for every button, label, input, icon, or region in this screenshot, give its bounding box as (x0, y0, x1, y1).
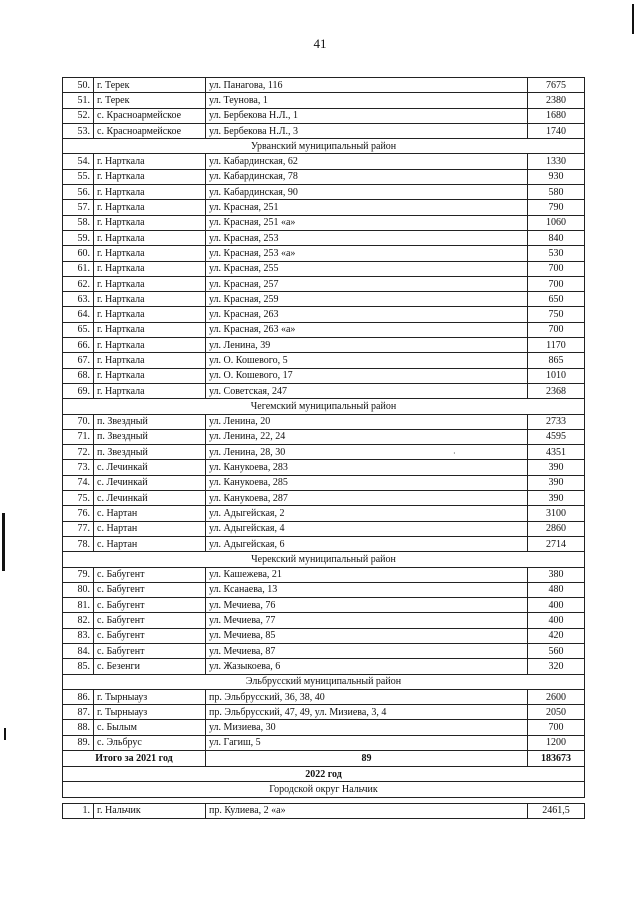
row-number: 83. (63, 628, 94, 643)
amount: 930 (528, 169, 585, 184)
address: ул. Бербекова Н.Л., 3 (206, 123, 528, 138)
table-row (63, 215, 585, 230)
amount: 1740 (528, 123, 585, 138)
amount: 2860 (528, 521, 585, 536)
year-heading-row (63, 767, 585, 782)
amount: 750 (528, 307, 585, 322)
table-row (63, 582, 585, 597)
amount: 1060 (528, 215, 585, 230)
address: ул. Жазыкоева, 6 (206, 659, 528, 674)
district-heading: Городской округ Нальчик (63, 782, 585, 797)
address: ул. Красная, 263 (206, 307, 528, 322)
table-row (63, 307, 585, 322)
amount: 840 (528, 230, 585, 245)
settlement: г. Нарткала (94, 169, 206, 184)
row-number: 64. (63, 307, 94, 322)
row-number: 65. (63, 322, 94, 337)
settlement: г. Нарткала (94, 261, 206, 276)
address: ул. Ксанаева, 13 (206, 582, 528, 597)
amount: 1170 (528, 338, 585, 353)
settlement: г. Нарткала (94, 200, 206, 215)
row-number: 79. (63, 567, 94, 582)
margin-mark (2, 513, 5, 571)
amount: 390 (528, 475, 585, 490)
address: ул. Красная, 253 (206, 230, 528, 245)
settlement: г. Нарткала (94, 292, 206, 307)
row-number: 74. (63, 475, 94, 490)
amount: 380 (528, 567, 585, 582)
address: пр. Эльбрусский, 36, 38, 40 (206, 689, 528, 704)
row-number: 1. (63, 803, 94, 818)
table-row (63, 803, 585, 818)
district-heading-row (63, 552, 585, 567)
row-number: 71. (63, 429, 94, 444)
settlement: г. Нарткала (94, 383, 206, 398)
amount: 700 (528, 276, 585, 291)
address: ул. Красная, 251 «а» (206, 215, 528, 230)
year-heading: 2022 год (63, 767, 585, 782)
address: ул. Адыгейская, 4 (206, 521, 528, 536)
address: ул. Красная, 257 (206, 276, 528, 291)
table-row (63, 276, 585, 291)
settlement: г. Нарткала (94, 368, 206, 383)
table-row (63, 78, 585, 93)
amount: 2050 (528, 705, 585, 720)
address: ул. Кабардинская, 90 (206, 185, 528, 200)
settlement: с. Бабугент (94, 567, 206, 582)
district-heading-row (63, 674, 585, 689)
row-number: 50. (63, 78, 94, 93)
row-number: 67. (63, 353, 94, 368)
settlement: с. Нартан (94, 521, 206, 536)
table-row (63, 353, 585, 368)
settlement: с. Лечинкай (94, 460, 206, 475)
table-row (63, 383, 585, 398)
address: ул. Адыгейская, 6 (206, 536, 528, 551)
table-row (63, 230, 585, 245)
settlement: п. Звездный (94, 429, 206, 444)
row-number: 80. (63, 582, 94, 597)
settlement: п. Звездный (94, 414, 206, 429)
address: ул. Мечиева, 77 (206, 613, 528, 628)
settlement: г. Нальчик (94, 803, 206, 818)
address: ул. Кабардинская, 62 (206, 154, 528, 169)
settlement: г. Нарткала (94, 338, 206, 353)
table-row (63, 414, 585, 429)
table-row (63, 705, 585, 720)
settlement: г. Терек (94, 93, 206, 108)
table-row (63, 475, 585, 490)
amount: 4595 (528, 429, 585, 444)
amount: 700 (528, 261, 585, 276)
row-number: 55. (63, 169, 94, 184)
settlement: п. Звездный (94, 445, 206, 460)
settlement: с. Красноармейское (94, 108, 206, 123)
table-row (63, 521, 585, 536)
amount: 2368 (528, 383, 585, 398)
row-number: 63. (63, 292, 94, 307)
table-row (63, 429, 585, 444)
table-row (63, 93, 585, 108)
total-label: Итого за 2021 год (63, 751, 206, 767)
settlement: г. Терек (94, 78, 206, 93)
row-number: 68. (63, 368, 94, 383)
settlement: с. Бабугент (94, 582, 206, 597)
settlement: г. Нарткала (94, 276, 206, 291)
row-number: 59. (63, 230, 94, 245)
row-number: 70. (63, 414, 94, 429)
address: ул. Красная, 255 (206, 261, 528, 276)
amount: 2714 (528, 536, 585, 551)
settlement: г. Тырныауз (94, 689, 206, 704)
district-heading-row (63, 782, 585, 797)
table-row (63, 567, 585, 582)
settlement: г. Нарткала (94, 246, 206, 261)
address: ул. Канукоева, 283 (206, 460, 528, 475)
settlement: г. Нарткала (94, 185, 206, 200)
amount: 1010 (528, 368, 585, 383)
settlement: г. Тырныауз (94, 705, 206, 720)
district-heading: Чегемский муниципальный район (63, 399, 585, 414)
table-row (63, 123, 585, 138)
settlement: г. Нарткала (94, 353, 206, 368)
address: ул. О. Кошевого, 17 (206, 368, 528, 383)
row-number: 51. (63, 93, 94, 108)
settlement: с. Бабугент (94, 598, 206, 613)
housing-register-table (62, 77, 585, 819)
address: ул. Ленина, 28, 30 (206, 445, 528, 460)
page-number: 41 (313, 36, 327, 51)
settlement: г. Нарткала (94, 307, 206, 322)
district-heading-row (63, 139, 585, 154)
address: ул. Ленина, 22, 24 (206, 429, 528, 444)
address: пр. Кулиева, 2 «а» (206, 803, 528, 818)
row-number: 85. (63, 659, 94, 674)
table-row (63, 598, 585, 613)
amount: 320 (528, 659, 585, 674)
table-row (63, 460, 585, 475)
row-number: 77. (63, 521, 94, 536)
settlement: г. Нарткала (94, 322, 206, 337)
table-row (63, 720, 585, 735)
amount: 580 (528, 185, 585, 200)
row-number: 72. (63, 445, 94, 460)
row-number: 62. (63, 276, 94, 291)
table-row (63, 735, 585, 750)
district-heading: Эльбрусский муниципальный район (63, 674, 585, 689)
table-row (63, 445, 585, 460)
address: ул. Бербекова Н.Л., 1 (206, 108, 528, 123)
amount: 1680 (528, 108, 585, 123)
table-row (63, 200, 585, 215)
table-row (63, 261, 585, 276)
table-row (63, 368, 585, 383)
settlement: с. Лечинкай (94, 491, 206, 506)
settlement: с. Былым (94, 720, 206, 735)
address: ул. О. Кошевого, 5 (206, 353, 528, 368)
table-row (63, 491, 585, 506)
total-row (63, 751, 585, 767)
amount: 400 (528, 613, 585, 628)
table-row (63, 108, 585, 123)
amount: 7675 (528, 78, 585, 93)
row-number: 58. (63, 215, 94, 230)
row-number: 88. (63, 720, 94, 735)
row-number: 87. (63, 705, 94, 720)
table-row (63, 643, 585, 658)
settlement: с. Эльбрус (94, 735, 206, 750)
address: пр. Эльбрусский, 47, 49, ул. Мизиева, 3, 4 (206, 705, 528, 720)
row-number: 60. (63, 246, 94, 261)
table-row (63, 246, 585, 261)
district-heading-row (63, 399, 585, 414)
amount: 390 (528, 491, 585, 506)
row-number: 76. (63, 506, 94, 521)
address: ул. Красная, 263 «а» (206, 322, 528, 337)
row-number: 82. (63, 613, 94, 628)
table-row (63, 338, 585, 353)
amount: 3100 (528, 506, 585, 521)
margin-mark (4, 728, 6, 740)
row-number: 86. (63, 689, 94, 704)
table-row (63, 154, 585, 169)
total-amount: 183673 (528, 751, 585, 767)
amount: 2733 (528, 414, 585, 429)
amount: 480 (528, 582, 585, 597)
settlement: с. Нартан (94, 536, 206, 551)
row-number: 84. (63, 643, 94, 658)
margin-mark (632, 4, 634, 34)
district-heading: Черекский муниципальный район (63, 552, 585, 567)
settlement: с. Красноармейское (94, 123, 206, 138)
address: ул. Гагиш, 5 (206, 735, 528, 750)
row-number: 61. (63, 261, 94, 276)
settlement: г. Нарткала (94, 215, 206, 230)
table-row (63, 185, 585, 200)
total-count: 89 (206, 751, 528, 767)
row-number: 66. (63, 338, 94, 353)
amount: 560 (528, 643, 585, 658)
row-number: 52. (63, 108, 94, 123)
row-number: 81. (63, 598, 94, 613)
address: ул. Мечиева, 85 (206, 628, 528, 643)
row-number: 57. (63, 200, 94, 215)
district-heading: Урванский муниципальный район (63, 139, 585, 154)
address: ул. Ленина, 20 (206, 414, 528, 429)
table-row (63, 613, 585, 628)
amount: 1200 (528, 735, 585, 750)
address: ул. Теунова, 1 (206, 93, 528, 108)
row-number: 54. (63, 154, 94, 169)
address: ул. Красная, 253 «а» (206, 246, 528, 261)
table-row (63, 689, 585, 704)
amount: 865 (528, 353, 585, 368)
amount: 790 (528, 200, 585, 215)
settlement: г. Нарткала (94, 230, 206, 245)
row-number: 69. (63, 383, 94, 398)
settlement: с. Безенги (94, 659, 206, 674)
address: ул. Красная, 251 (206, 200, 528, 215)
amount: 4351 (528, 445, 585, 460)
amount: 700 (528, 322, 585, 337)
address: ул. Панагова, 116 (206, 78, 528, 93)
row-number: 75. (63, 491, 94, 506)
table-row (63, 506, 585, 521)
scan-speck: · (453, 449, 456, 458)
address: ул. Красная, 259 (206, 292, 528, 307)
settlement: г. Нарткала (94, 154, 206, 169)
amount: 650 (528, 292, 585, 307)
address: ул. Канукоева, 285 (206, 475, 528, 490)
settlement: с. Нартан (94, 506, 206, 521)
amount: 2461,5 (528, 803, 585, 818)
settlement: с. Бабугент (94, 628, 206, 643)
table-row (63, 659, 585, 674)
address: ул. Мечиева, 76 (206, 598, 528, 613)
amount: 400 (528, 598, 585, 613)
amount: 530 (528, 246, 585, 261)
address: ул. Кабардинская, 78 (206, 169, 528, 184)
settlement: с. Бабугент (94, 613, 206, 628)
row-number: 89. (63, 735, 94, 750)
row-number: 53. (63, 123, 94, 138)
address: ул. Адыгейская, 2 (206, 506, 528, 521)
row-number: 73. (63, 460, 94, 475)
table-row (63, 169, 585, 184)
amount: 700 (528, 720, 585, 735)
address: ул. Советская, 247 (206, 383, 528, 398)
table-row (63, 292, 585, 307)
address: ул. Мечиева, 87 (206, 643, 528, 658)
settlement: с. Бабугент (94, 643, 206, 658)
amount: 420 (528, 628, 585, 643)
settlement: с. Лечинкай (94, 475, 206, 490)
row-number: 56. (63, 185, 94, 200)
amount: 2380 (528, 93, 585, 108)
table-row (63, 322, 585, 337)
amount: 390 (528, 460, 585, 475)
amount: 1330 (528, 154, 585, 169)
address: ул. Кашежева, 21 (206, 567, 528, 582)
amount: 2600 (528, 689, 585, 704)
address: ул. Ленина, 39 (206, 338, 528, 353)
table-row (63, 628, 585, 643)
table-row (63, 536, 585, 551)
address: ул. Мизиева, 30 (206, 720, 528, 735)
row-number: 78. (63, 536, 94, 551)
address: ул. Канукоева, 287 (206, 491, 528, 506)
